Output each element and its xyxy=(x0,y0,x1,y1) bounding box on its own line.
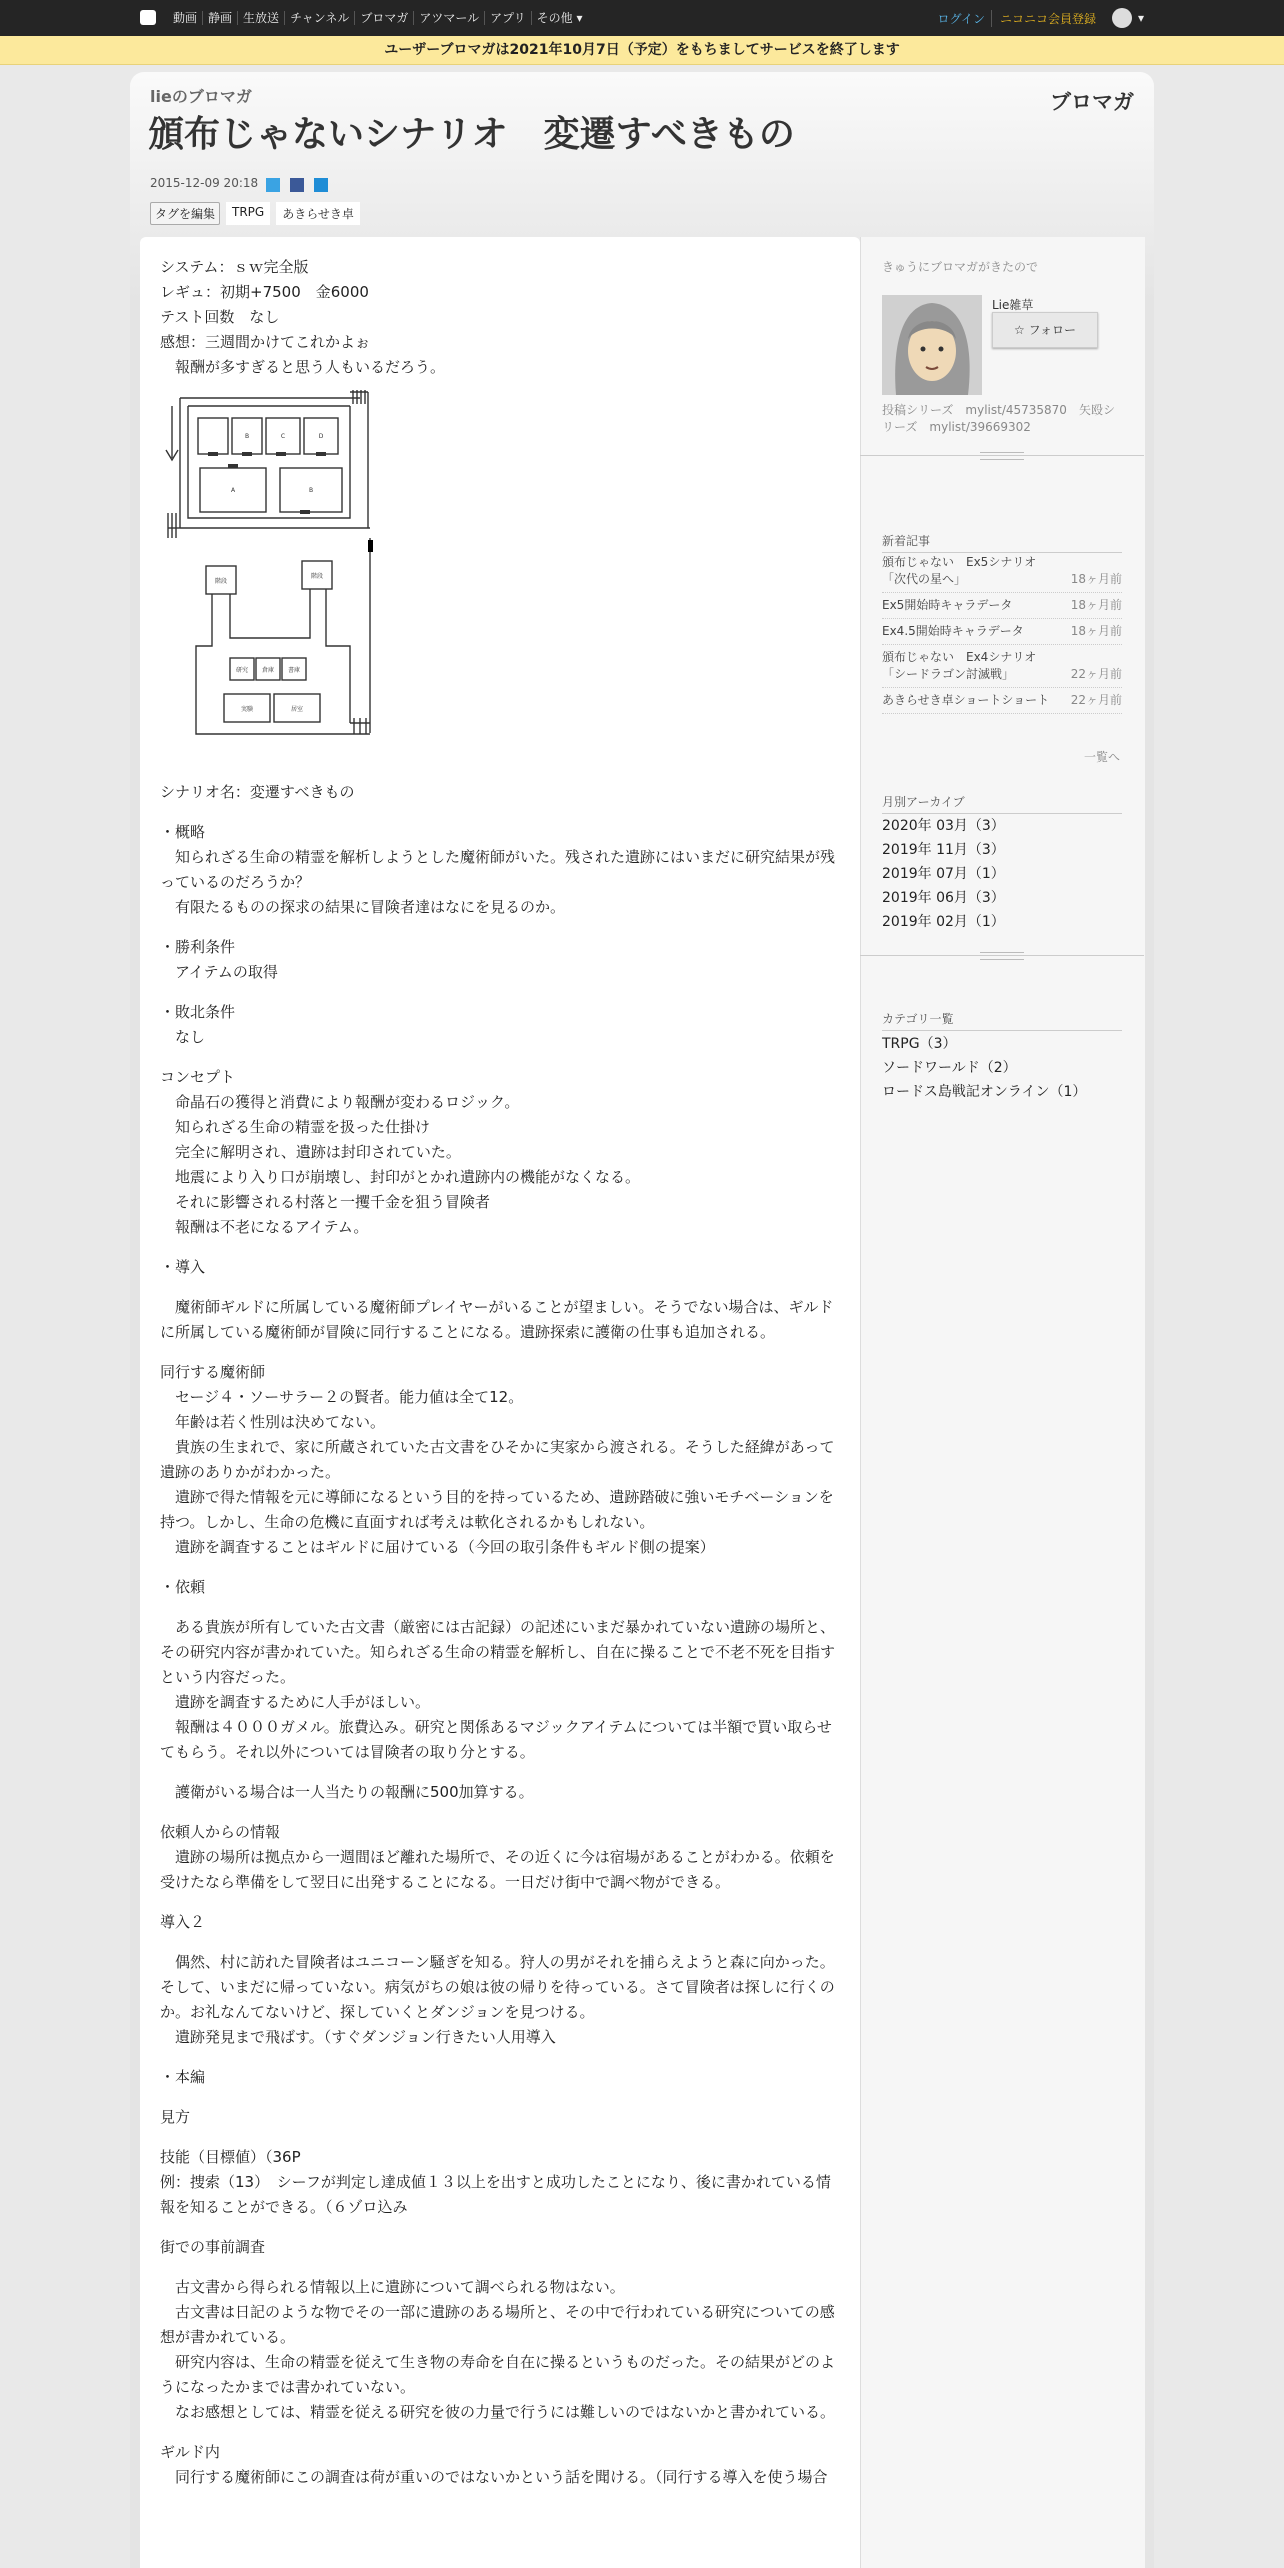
nav-link-douga[interactable]: 動画 xyxy=(173,11,198,25)
nav-link-channel[interactable]: チャンネル xyxy=(284,11,354,25)
dungeon-map-diagram xyxy=(160,388,380,748)
archive-item[interactable]: 2019年 11月（3） xyxy=(882,842,1005,858)
article-paragraph: 年齢は若く性別は決めてない。 xyxy=(160,1413,386,1431)
nav-account xyxy=(932,0,1144,36)
news-title[interactable]: 頒布じゃない Ex4シナリオ 「シードラゴン討滅戦」 xyxy=(882,650,1049,681)
news-title[interactable]: あきらせき卓ショートショート xyxy=(882,693,1050,707)
article-paragraph: 有限たるものの探求の結果に冒険者達はなにを見るのか。 xyxy=(160,898,566,916)
news-age: 18ヶ月前 xyxy=(1070,598,1122,612)
nav-link-bromaga[interactable]: ブロマガ xyxy=(354,11,413,25)
article-paragraph: 魔術師ギルドに所属している魔術師プレイヤーがいることが望ましい。そうでない場合は、ギルドに所属している魔術師が冒険に同行することになる。遺跡探索に護衛の仕事も追加される。 xyxy=(160,1298,834,1341)
article-paragraph: 街での事前調査 xyxy=(160,2238,266,2256)
nav-link-live[interactable]: 生放送 xyxy=(237,11,284,25)
article-paragraph: 知られざる生命の精霊を解析しようとした魔術師がいた。残された遺跡にはいまだに研究結果が残っているのだろうか？ xyxy=(160,848,836,891)
divider-grip-icon xyxy=(980,452,1024,460)
twitter-share-icon[interactable] xyxy=(266,178,280,192)
article-paragraph: 知られざる生命の精霊を扱った仕掛け xyxy=(160,1118,431,1136)
map-label: D xyxy=(318,433,324,440)
nav-links xyxy=(168,0,588,36)
list-item[interactable] xyxy=(882,619,1122,645)
archive-title: 月別アーカイブ xyxy=(882,793,1122,814)
news-age: 22ヶ月前 xyxy=(1070,693,1122,707)
article-paragraph: シナリオ名：変遷すべきもの xyxy=(160,783,355,801)
news-age: 22ヶ月前 xyxy=(1070,667,1122,681)
article-paragraph: 報酬は不老になるアイテム。 xyxy=(160,1218,369,1236)
list-item[interactable] xyxy=(882,593,1122,619)
article-paragraph: ・敗北条件 xyxy=(160,1003,236,1021)
article-paragraph: 偶然、村に訪れた冒険者はユニコーン騒ぎを知る。狩人の男がそれを捕らえようと森に向かった。そして、いまだに帰っていない。病気がちの娘は彼の帰りを待っている。さて冒険者は探しに行くのか。お礼なんてないけど、探していくとダンジョンを見つける。 xyxy=(160,1953,835,2021)
tag-bar xyxy=(150,202,360,225)
follow-label: フォロー xyxy=(1028,323,1076,337)
author-portrait-icon xyxy=(882,295,982,395)
divider-grip-icon xyxy=(980,952,1024,960)
page-title: 頒布じゃないシナリオ 変遷すべきもの xyxy=(148,114,795,155)
article-paragraph: 依頼人からの情報 xyxy=(160,1823,281,1841)
article-paragraph: 研究内容は、生命の精霊を従えて生き物の寿命を自在に操るというものだった。その結果がどのようになったかまでは書かれていない。 xyxy=(160,2353,836,2396)
map-label: B xyxy=(308,487,314,494)
tag-trpg[interactable]: TRPG xyxy=(226,202,270,225)
archive-item[interactable]: 2019年 06月（3） xyxy=(882,890,1005,906)
article-paragraph: 命晶石の獲得と消費により報酬が変わるロジック。 xyxy=(160,1093,520,1111)
blog-name[interactable]: lieのブロマガ xyxy=(150,87,252,106)
article-paragraph: 同行する魔術師にこの調査は荷が重いのではないかという話を聞ける。（同行する導入を使う場合 xyxy=(160,2468,828,2486)
post-date: 2015-12-09 20:18 xyxy=(150,176,259,190)
sidebar-divider xyxy=(860,955,1144,956)
category-item[interactable]: TRPG（3） xyxy=(882,1036,957,1052)
article-paragraph: 地震により入り口が崩壊し、封印がとかれ遺跡内の機能がなくなる。 xyxy=(160,1168,641,1186)
edit-tags-button[interactable]: タグを編集 xyxy=(150,202,220,225)
article-paragraph: 同行する魔術師 xyxy=(160,1363,266,1381)
service-end-notice: ユーザーブロマガは2021年10月7日（予定）をもちましてサービスを終了します xyxy=(0,36,1284,65)
article-paragraph: なし xyxy=(160,1028,206,1046)
chevron-down-icon[interactable]: ▾ xyxy=(1137,11,1144,25)
sidebar-divider xyxy=(860,455,1144,456)
nav-link-app[interactable]: アプリ xyxy=(484,11,531,25)
intro-line: システム：ｓｗ完全版 xyxy=(160,258,309,276)
map-label: 実験 xyxy=(240,706,254,713)
map-label: 居室 xyxy=(290,706,304,713)
more-articles-link[interactable]: 一覧へ xyxy=(1084,750,1121,764)
category-item[interactable]: ロードス島戦記オンライン（1） xyxy=(882,1084,1087,1100)
article-paragraph: 護衛がいる場合は一人当たりの報酬に500加算する。 xyxy=(160,1783,534,1801)
follow-button[interactable] xyxy=(992,312,1098,348)
archive-item[interactable]: 2020年 03月（3） xyxy=(882,818,1005,834)
article-paragraph: 技能（目標値）（36P xyxy=(160,2148,301,2166)
news-title[interactable]: Ex4.5開始時キャラデータ xyxy=(882,624,1024,638)
nav-link-seiga[interactable]: 静画 xyxy=(202,11,237,25)
article-intro xyxy=(160,255,836,380)
nav-link-atsumaru[interactable]: アツマール xyxy=(413,11,484,25)
list-item[interactable] xyxy=(882,645,1122,688)
author-name[interactable]: Lie雑草 xyxy=(992,298,1034,312)
article-paragraph: 古文書は日記のような物でその一部に遺跡のある場所と、その中で行われている研究についての感想が書かれている。 xyxy=(160,2303,835,2346)
article-paragraph: 報酬は４０００ガメル。旅費込み。研究と関係あるマジックアイテムについては半額で買い取らせてもらう。それ以外については冒険者の取り分とする。 xyxy=(160,1718,832,1761)
news-title[interactable]: Ex5開始時キャラデータ xyxy=(882,598,1013,612)
list-item[interactable] xyxy=(882,688,1122,714)
blog-description: きゅうにブロマガがきたので xyxy=(882,260,1039,274)
article-paragraph: 古文書から得られる情報以上に遺跡について調べられる物はない。 xyxy=(160,2278,625,2296)
intro-line: テスト回数 なし xyxy=(160,308,280,326)
news-title[interactable]: 頒布じゃない Ex5シナリオ 「次代の星へ」 xyxy=(882,555,1049,586)
map-label: 階段 xyxy=(310,573,324,580)
news-age: 18ヶ月前 xyxy=(1070,624,1122,638)
series-links[interactable]: 投稿シリーズ mylist/45735870 矢殴シリーズ mylist/39669302 xyxy=(882,403,1115,434)
news-age: 18ヶ月前 xyxy=(1070,572,1122,586)
user-avatar-icon[interactable] xyxy=(1112,8,1132,28)
article-paragraph: ある貴族が所有していた古文書（厳密には古記録）の記述にいまだ暴かれていない遺跡の場所と、その研究内容が書かれていた。知られざる生命の精霊を解析し、自在に操ることで不老不死を目指すという内容だった。 xyxy=(160,1618,836,1686)
tag-akiraseki[interactable]: あきらせき卓 xyxy=(276,202,360,225)
article-paragraph: それに影響される村落と一攫千金を狙う冒険者 xyxy=(160,1193,491,1211)
map-label: 階段 xyxy=(214,578,228,585)
new-articles-title: 新着記事 xyxy=(882,532,1122,553)
article-paragraph: 遺跡で得た情報を元に導師になるという目的を持っているため、遺跡踏破に強いモチベーションを持つ。しかし、生命の危機に直面すれば考えは軟化されるかもしれない。 xyxy=(160,1488,834,1531)
intro-line: 感想：三週間かけてこれかよぉ xyxy=(160,333,371,351)
article-paragraph: 導入２ xyxy=(160,1913,206,1931)
intro-line: レギュ：初期+7500 金6000 xyxy=(160,283,369,301)
hatena-bookmark-icon[interactable] xyxy=(314,178,328,192)
category-list xyxy=(882,1032,1122,1104)
archive-item[interactable]: 2019年 02月（1） xyxy=(882,914,1005,930)
category-item[interactable]: ソードワールド（2） xyxy=(882,1060,1017,1076)
map-label: 倉庫 xyxy=(261,667,275,674)
article-paragraph: 遺跡を調査することはギルドに届けている（今回の取引条件もギルド側の提案） xyxy=(160,1538,715,1556)
article-paragraph: 貴族の生まれで、家に所蔵されていた古文書をひそかに実家から渡される。そうした経緯があって遺跡のありかがわかった。 xyxy=(160,1438,835,1481)
archive-item[interactable]: 2019年 07月（1） xyxy=(882,866,1005,882)
article-paragraph: ・依頼 xyxy=(160,1578,206,1596)
article-paragraph: ・導入 xyxy=(160,1258,206,1276)
map-label: A xyxy=(230,487,236,494)
article-paragraph: 例：捜索（13） シーフが判定し達成値１３以上を出すと成功したことになり、後に書かれている情報を知ることができる。（６ゾロ込み xyxy=(160,2173,831,2216)
map-label: C xyxy=(280,433,286,440)
new-articles-list xyxy=(882,550,1122,714)
login-link[interactable]: ログイン xyxy=(937,11,985,26)
article-paragraph: 遺跡を調査するために人手がほしい。 xyxy=(160,1693,431,1711)
article-paragraphs xyxy=(160,780,836,2490)
list-item[interactable] xyxy=(882,550,1122,593)
nav-link-more[interactable]: その他 ▾ xyxy=(531,11,588,25)
article-paragraph: ・勝利条件 xyxy=(160,938,236,956)
map-label: B xyxy=(244,433,250,440)
register-link[interactable]: ニコニコ会員登録 xyxy=(991,10,1104,27)
article-paragraph: ・本編 xyxy=(160,2068,206,2086)
article-paragraph: 遺跡発見まで飛ばす。（すぐダンジョン行きたい人用導入 xyxy=(160,2028,556,2046)
author-avatar[interactable] xyxy=(882,295,982,395)
intro-line: 報酬が多すぎると思う人もいるだろう。 xyxy=(160,358,446,376)
article-paragraph: アイテムの取得 xyxy=(160,963,278,981)
archive-list xyxy=(882,814,1122,934)
bromaga-logo[interactable]: ブロマガ xyxy=(1050,90,1134,114)
global-nav xyxy=(0,0,1284,36)
article-paragraph: セージ４・ソーサラー２の賢者。能力値は全て12。 xyxy=(160,1388,524,1406)
facebook-share-icon[interactable] xyxy=(290,178,304,192)
article-paragraph: ギルド内 xyxy=(160,2443,220,2461)
article-paragraph: 完全に解明され、遺跡は封印されていた。 xyxy=(160,1143,461,1161)
article-paragraph: 見方 xyxy=(160,2108,191,2126)
map-label: 研究 xyxy=(235,667,249,674)
article-paragraph: ・概略 xyxy=(160,823,206,841)
category-title: カテゴリ一覧 xyxy=(882,1010,1122,1031)
star-icon: ☆ xyxy=(1014,323,1029,337)
article-paragraph: なお感想としては、精霊を従える研究を彼の力量で行うには難しいのではないかと書かれている。 xyxy=(160,2403,836,2421)
article-paragraph: 遺跡の場所は拠点から一週間ほど離れた場所で、その近くに今は宿場があることがわかる。依頼を受けたなら準備をして翌日に出発することになる。一日だけ街中で調べ物ができる。 xyxy=(160,1848,835,1891)
niconico-logo-icon[interactable] xyxy=(140,10,156,25)
map-label: 書庫 xyxy=(287,667,301,674)
article-paragraph: コンセプト xyxy=(160,1068,236,1086)
